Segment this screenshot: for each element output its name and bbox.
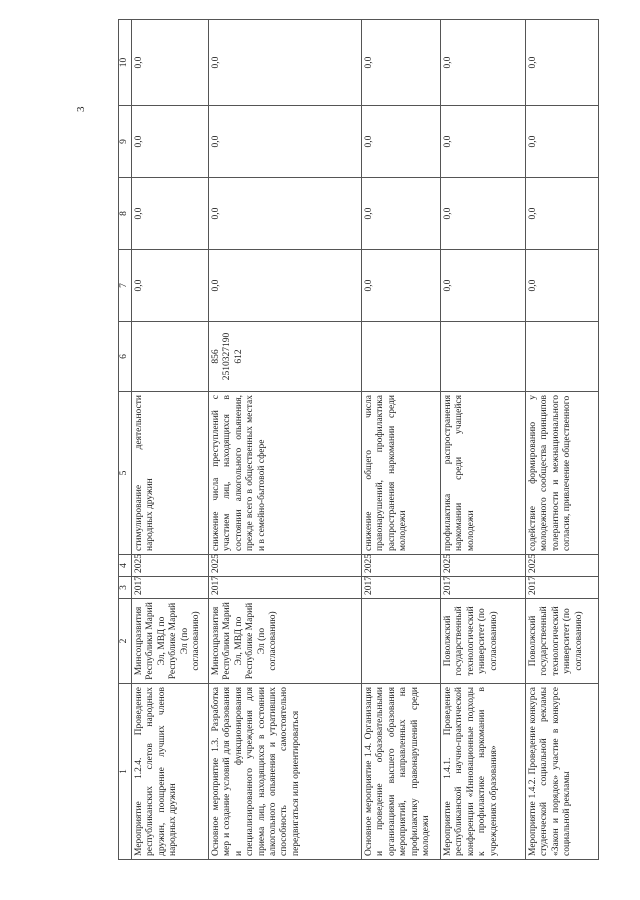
result-cell: снижение числа преступлений с участием лиц, находящихся в состоянии алкогольного опьянения, прежде всего в общественных местах и в семейно-бытовой сфере	[209, 392, 362, 555]
result-cell: содействие формированию у молодежного сообщества принципов толерантности и межнационального согласия, привлечение общественного	[526, 392, 599, 555]
value-cell: 0,0	[209, 20, 362, 106]
end-year-cell: 2025	[209, 555, 362, 577]
start-year-cell: 2017	[526, 577, 599, 599]
table-row	[362, 20, 441, 860]
table-row	[132, 20, 209, 860]
measure-cell: Основное мероприятие 1.4. Организация и проведение образовательными организациями высшего образования мероприятий, направленных на профилактику правонарушений среди молодежи	[362, 684, 441, 860]
header-cell: 2	[119, 599, 132, 684]
value-cell: 0,0	[441, 106, 526, 178]
value-cell: 0,0	[441, 20, 526, 106]
code-cell	[362, 322, 441, 392]
page-number: 3	[75, 106, 87, 112]
value-cell: 0,0	[132, 106, 209, 178]
result-cell: снижение общего числа правонарушений, профилактика распространения наркомании среди молодежи	[362, 392, 441, 555]
code-cell	[441, 322, 526, 392]
value-cell: 0,0	[526, 106, 599, 178]
value-cell: 0,0	[362, 178, 441, 250]
start-year-cell: 2017	[362, 577, 441, 599]
value-cell: 0,0	[132, 178, 209, 250]
code-cell	[132, 322, 209, 392]
header-cell: 10	[119, 20, 132, 106]
value-cell: 0,0	[526, 178, 599, 250]
value-cell: 0,0	[441, 250, 526, 322]
measure-cell: Основное мероприятие 1.3. Разработка мер и создание условий для образования и функционирования специализированного учреждения для приема лиц, находящихся в состоянии алкогольного опьянения и утративших способность самостоятельно передвигаться или ориентироваться	[209, 684, 362, 860]
executor-cell: Поволжский государственный технологический университет (по согласованию)	[526, 599, 599, 684]
value-cell: 0,0	[362, 20, 441, 106]
executor-cell: Минсоцразвития Республики Марий Эл, МВД по Республике Марий Эл (по согласованию)	[209, 599, 362, 684]
value-cell: 0,0	[209, 178, 362, 250]
header-cell: 3	[119, 577, 132, 599]
result-cell: стимулирование деятельности народных дружин	[132, 392, 209, 555]
measure-cell: Мероприятие 1.4.1. Проведение республиканской научно-практической конференции «Инновационные подходы к профилактике наркомании в учреждениях образования»	[441, 684, 526, 860]
start-year-cell: 2017	[441, 577, 526, 599]
header-cell: 5	[119, 392, 132, 555]
table-row	[526, 20, 599, 860]
end-year-cell: 2025	[362, 555, 441, 577]
start-year-cell: 2017	[132, 577, 209, 599]
header-cell: 4	[119, 555, 132, 577]
value-cell: 0,0	[362, 106, 441, 178]
end-year-cell: 2025	[132, 555, 209, 577]
header-cell: 9	[119, 106, 132, 178]
executor-cell	[362, 599, 441, 684]
value-cell: 0,0	[526, 250, 599, 322]
executor-cell: Минсоцразвития Республики Марий Эл, МВД по Республике Марий Эл (по согласованию)	[132, 599, 209, 684]
header-cell: 1	[119, 684, 132, 860]
end-year-cell: 2025	[441, 555, 526, 577]
value-cell: 0,0	[526, 20, 599, 106]
header-row	[119, 20, 132, 860]
value-cell: 0,0	[362, 250, 441, 322]
value-cell: 0,0	[209, 106, 362, 178]
header-cell: 8	[119, 178, 132, 250]
executor-cell: Поволжский государственный технологический университет (по согласованию)	[441, 599, 526, 684]
table-row	[441, 20, 526, 860]
start-year-cell: 2017	[209, 577, 362, 599]
value-cell: 0,0	[441, 178, 526, 250]
measure-cell: Мероприятие 1.4.2. Проведение конкурса студенческой социальной рекламы «Закон и порядок» участие в конкурсе социальной рекламы	[526, 684, 599, 860]
value-cell: 0,0	[132, 250, 209, 322]
header-cell: 7	[119, 250, 132, 322]
value-cell: 0,0	[209, 250, 362, 322]
code-cell	[526, 322, 599, 392]
value-cell: 0,0	[132, 20, 209, 106]
header-cell: 6	[119, 322, 132, 392]
code-cell: 856 2510327190 612	[209, 322, 362, 392]
end-year-cell: 2025	[526, 555, 599, 577]
measure-cell: Мероприятие 1.2.4. Проведение республиканских слетов народных дружин, поощрение лучших членов народных дружин	[132, 684, 209, 860]
table-row	[209, 20, 362, 860]
program-table	[118, 19, 599, 860]
result-cell: профилактика распространения наркомании среди учащейся молодежи	[441, 392, 526, 555]
